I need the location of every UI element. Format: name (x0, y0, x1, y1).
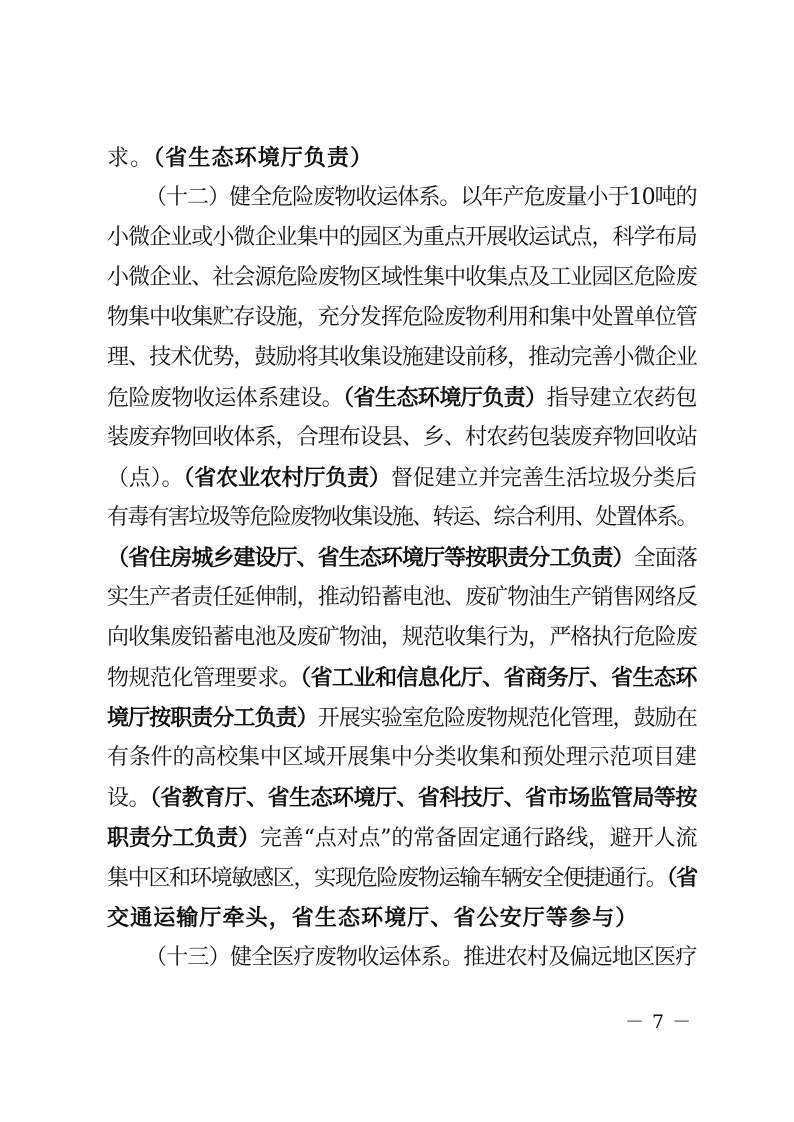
text-segment: 小微企业、社会源危险废物区域性集中收集点及工业园区危险废 (107, 265, 697, 290)
text-segment: 有毒有害垃圾等危险废物收集设施、转运、综合利用、处置体系。 (107, 505, 697, 530)
text-segment: 理、技术优势，鼓励将其收集设施建设前移，推动完善小微企业 (107, 345, 697, 370)
body-line-4 (107, 260, 697, 296)
section-13-heading-line (145, 940, 697, 976)
text-segment: 完善“点对点”的常备固定通行路线，避开人流 (259, 826, 698, 851)
body-line-1 (107, 140, 697, 176)
body-line-10 (107, 500, 697, 536)
text-segment: 集中区和环境敏感区，实现危险废物运输车辆安全便捷通行。 (107, 866, 667, 891)
body-line-19 (107, 860, 697, 896)
text-segment: 物集中收集贮存设施，充分发挥危险废物利用和集中处置单位管 (107, 305, 697, 330)
body-line-11 (107, 540, 697, 576)
responsible-dept: （省 (666, 865, 697, 891)
page-number: － 7 － (625, 1011, 693, 1033)
responsible-dept: 职责分工负责） (107, 825, 260, 851)
section-12-heading-line (145, 180, 697, 216)
text-segment: 指导建立农药包 (546, 386, 697, 411)
text-segment: 求。 (107, 146, 154, 171)
responsible-dept: （省教育厅、省生态环境厅、省科技厅、省市场监管局等按 (149, 785, 697, 811)
responsible-dept: （省生态环境厅负责） (343, 385, 547, 411)
text-segment: 督促建立并完善生活垃圾分类后 (390, 466, 697, 491)
text-segment: （点）。 (107, 466, 184, 491)
text-segment: 装废弃物回收体系，合理布设县、乡、村农药包装废弃物回收站 (107, 425, 697, 450)
text-segment: 设。 (107, 786, 150, 811)
text-segment: 开展实验室危险废物规范化管理，鼓励在 (317, 706, 697, 731)
body-line-5 (107, 300, 697, 336)
body-line-6 (107, 340, 697, 376)
text-segment: 向收集废铅蓄电池及废矿物油，规范收集行为，严格执行危险废 (107, 625, 697, 650)
body-line-15 (107, 700, 697, 736)
body-line-12 (107, 580, 697, 616)
text-segment: （十二）健全危险废物收运体系。以年产危废量小于10吨的 (145, 185, 697, 210)
text-segment: （十三）健全医疗废物收运体系。推进农村及偏远地区医疗 (145, 945, 697, 970)
text-segment: 实生产者责任延伸制，推动铅蓄电池、废矿物油生产销售网络反 (107, 585, 697, 610)
responsible-dept: （省工业和信息化厅、省商务厅、省生态环 (300, 665, 697, 691)
body-line-17 (107, 780, 697, 816)
responsible-dept: 境厅按职责分工负责） (107, 705, 318, 731)
responsible-dept: 交通运输厅牵头，省生态环境厅、省公安厅等参与） (107, 905, 639, 931)
text-segment: 危险废物收运体系建设。 (107, 386, 344, 411)
body-line-18 (107, 820, 697, 856)
body-line-13 (107, 620, 697, 656)
body-line-14 (107, 660, 697, 696)
body-line-7 (107, 380, 697, 416)
text-segment: 全面落 (633, 546, 697, 571)
body-line-20 (107, 900, 697, 936)
body-line-9 (107, 460, 697, 496)
text-segment: 小微企业或小微企业集中的园区为重点开展收运试点，科学布局 (107, 225, 697, 250)
body-line-3 (107, 220, 697, 256)
text-segment: 物规范化管理要求。 (107, 666, 301, 691)
responsible-dept: （省住房城乡建设厅、省生态环境厅等按职责分工负责） (107, 545, 634, 571)
responsible-dept: （省生态环境厅负责） (153, 145, 374, 171)
body-line-8 (107, 420, 697, 456)
responsible-dept: （省农业农村厅负责） (183, 465, 391, 491)
text-segment: 有条件的高校集中区域开展集中分类收集和预处理示范项目建 (107, 745, 697, 770)
body-line-16 (107, 740, 697, 776)
